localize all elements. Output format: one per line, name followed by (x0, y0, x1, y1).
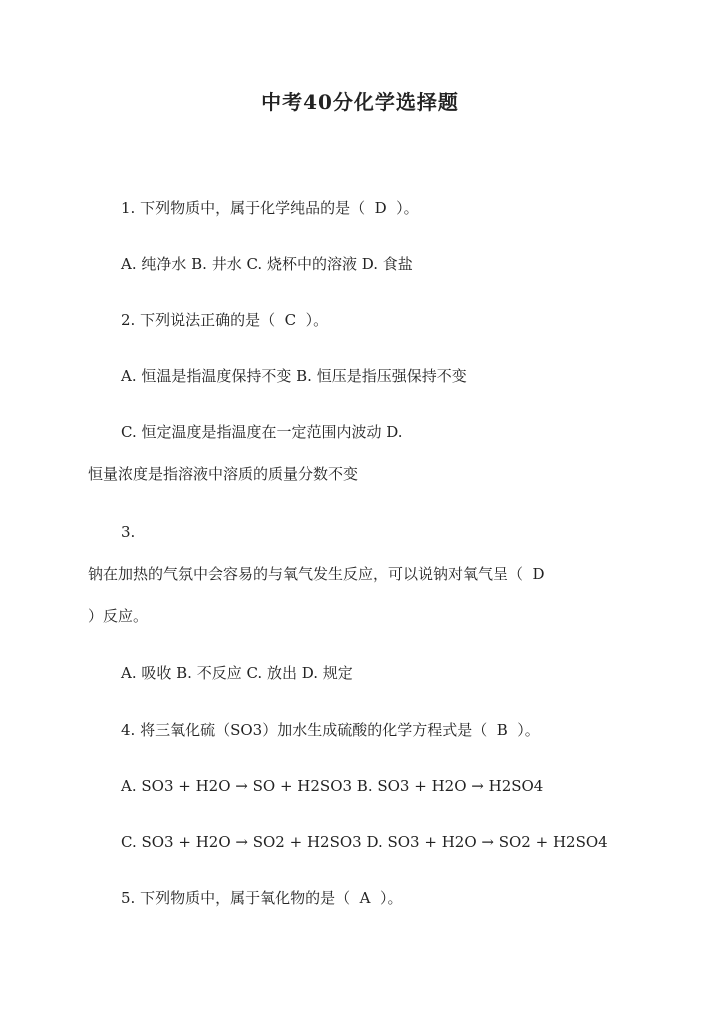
question-2-stem: 2. 下列说法正确的是（ C ）。 (121, 311, 329, 329)
document-title: 中考40分化学选择题 (261, 90, 459, 114)
question-1-options: A. 纯净水 B. 井水 C. 烧杯中的溶液 D. 食盐 (121, 255, 413, 273)
question-2-options-ab: A. 恒温是指温度保持不变 B. 恒压是指压强保持不变 (121, 367, 467, 385)
question-3-stem-continued: ）反应。 (88, 607, 149, 625)
question-3-number: 3. (121, 523, 136, 541)
question-1-stem: 1. 下列物质中，属于化学纯品的是（ D ）。 (121, 199, 419, 217)
question-3-options: A. 吸收 B. 不反应 C. 放出 D. 规定 (121, 664, 353, 682)
question-4-options-ab: A. SO3 + H2O → SO + H2SO3 B. SO3 + H2O → H2SO4 (121, 777, 544, 795)
question-3-stem: 钠在加热的气氛中会容易的与氧气发生反应，可以说钠对氧气呈（ D (88, 565, 545, 583)
question-2-option-d-continued: 恒量浓度是指溶液中溶质的质量分数不变 (88, 465, 359, 483)
question-2-options-cd: C. 恒定温度是指温度在一定范围内波动 D. (121, 423, 403, 441)
question-4-options-cd: C. SO3 + H2O → SO2 + H2SO3 D. SO3 + H2O → SO2 + H2SO4 (121, 833, 608, 851)
question-5-stem: 5. 下列物质中，属于氧化物的是（ A ）。 (121, 889, 403, 907)
question-4-stem: 4. 将三氧化硫（SO3）加水生成硫酸的化学方程式是（ B ）。 (121, 721, 540, 739)
